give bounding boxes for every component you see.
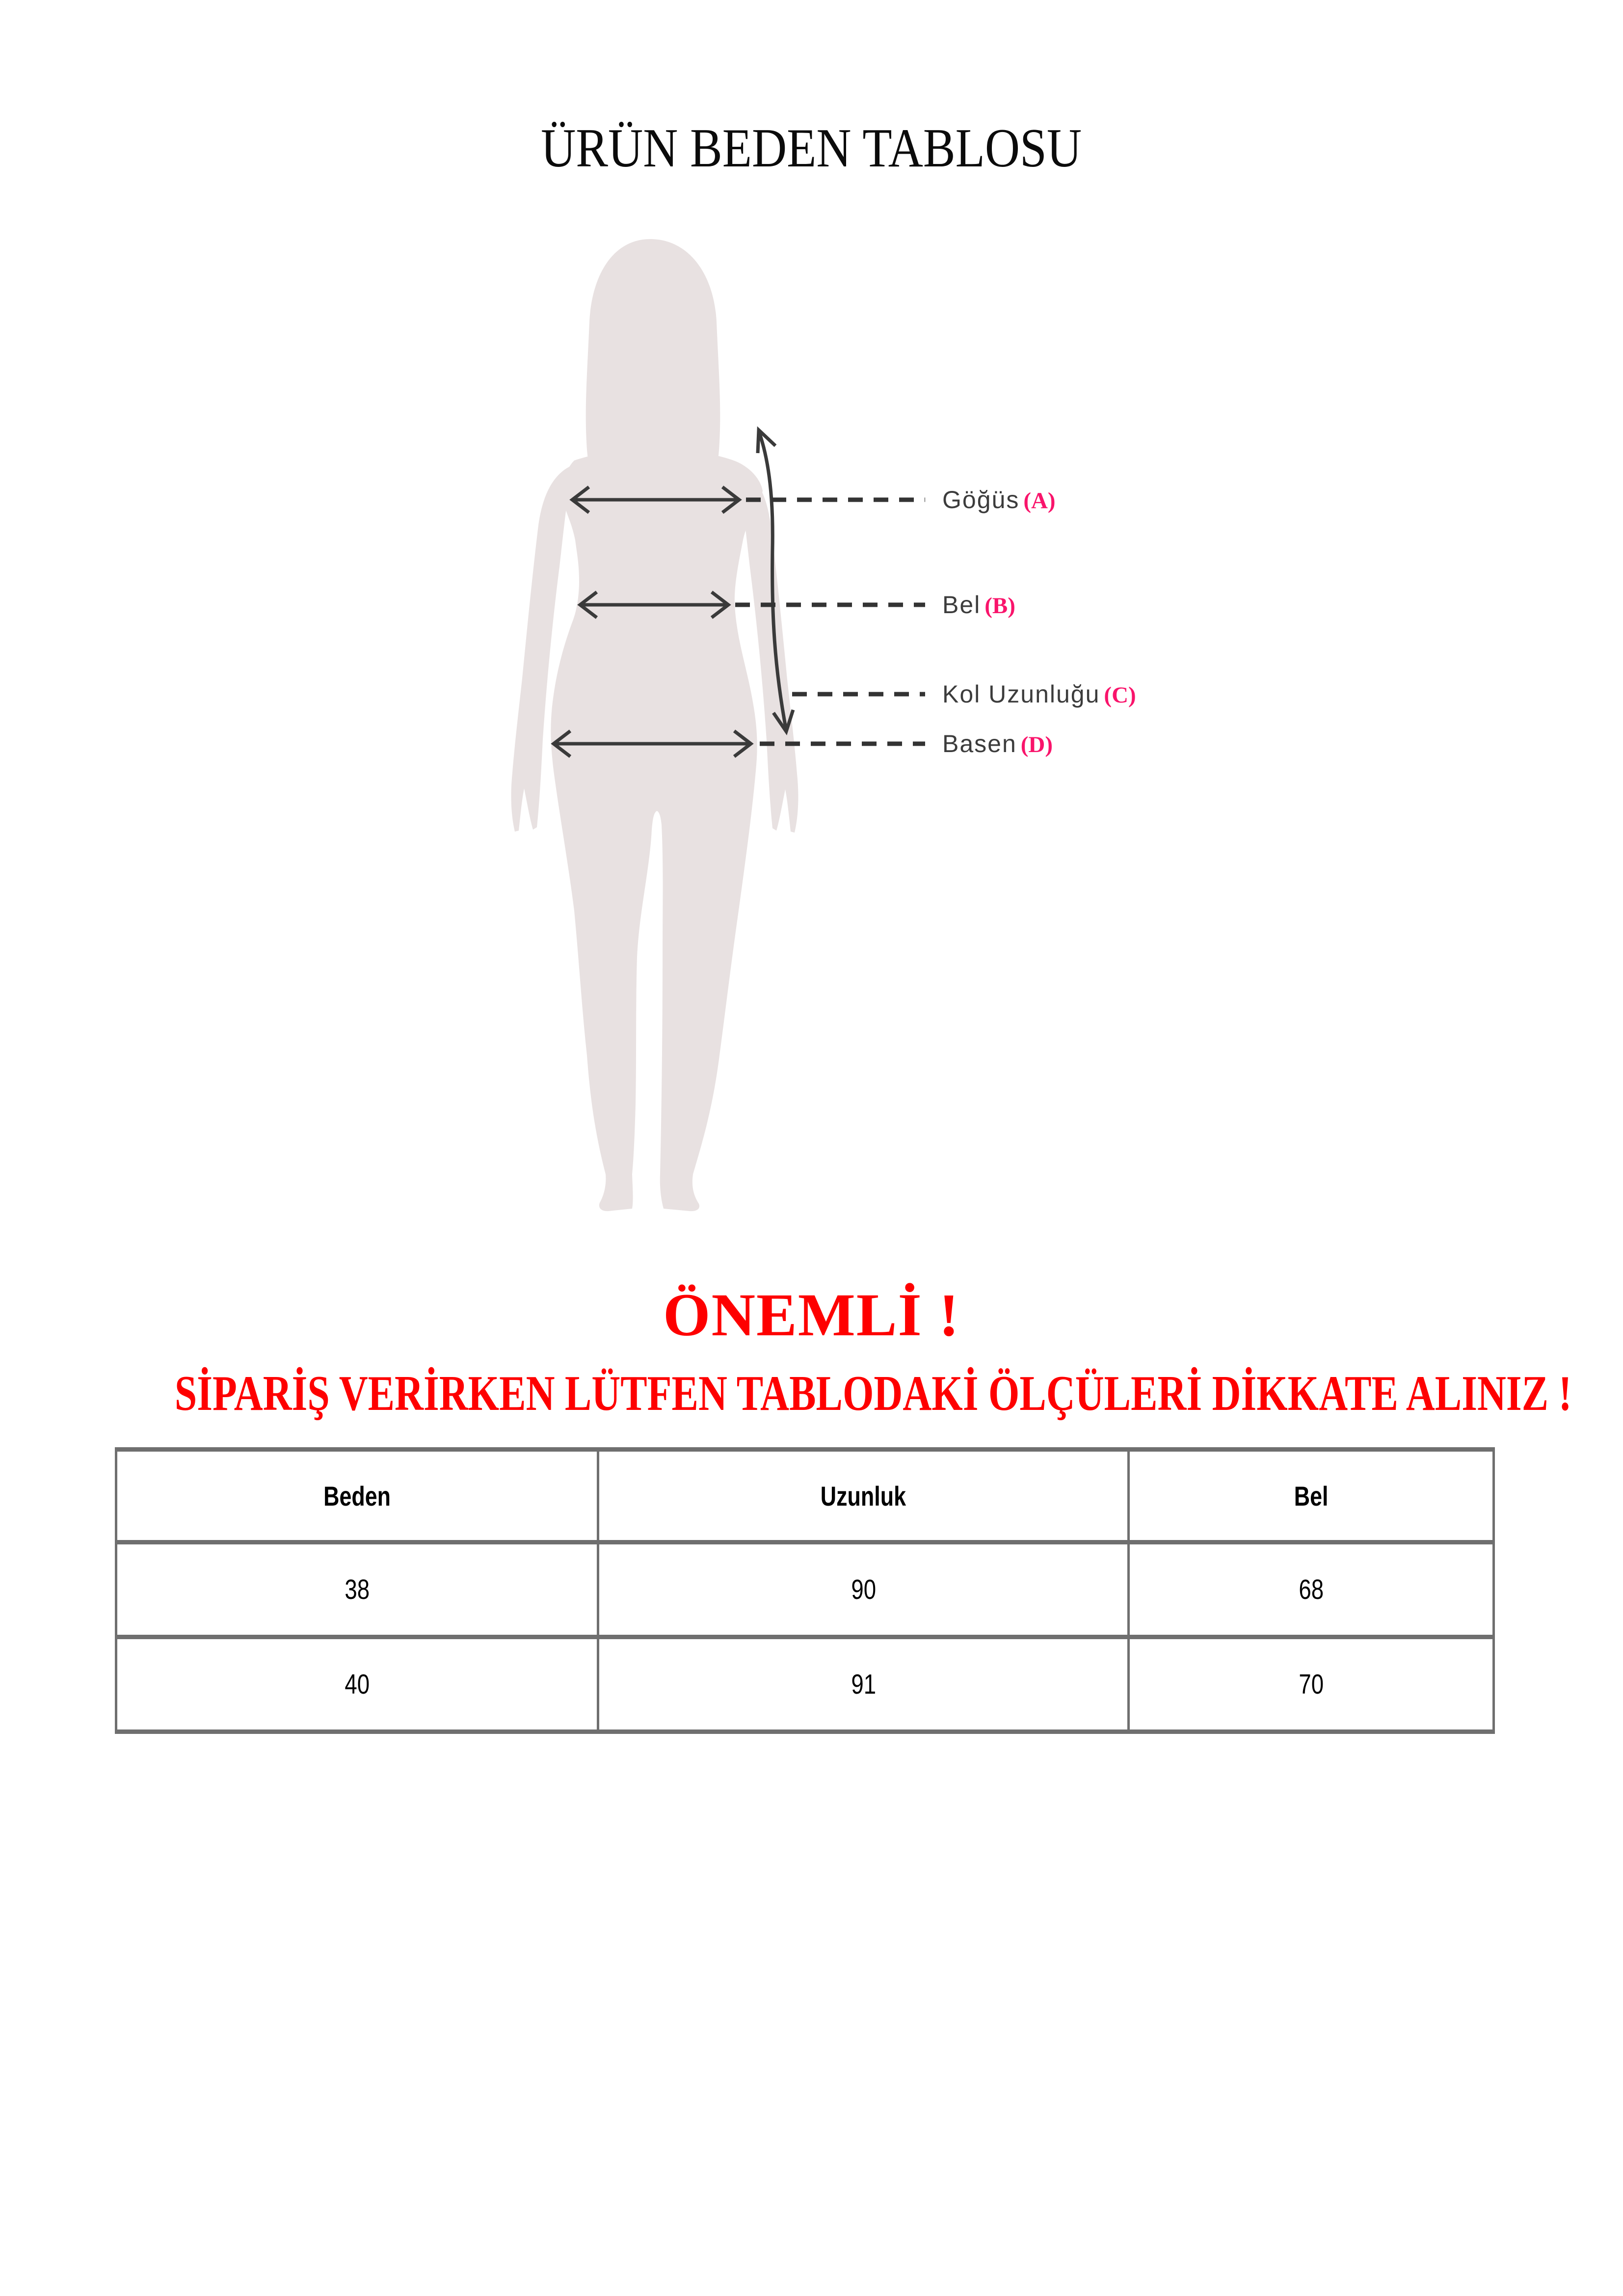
size-table bbox=[115, 1447, 1495, 1734]
label-chest bbox=[942, 484, 1056, 515]
cell-bel-68: 68 bbox=[1129, 1542, 1494, 1637]
table-row bbox=[116, 1542, 1494, 1637]
label-hip bbox=[942, 728, 1053, 759]
cell-beden-40: 40 bbox=[116, 1637, 598, 1732]
cell-uzunluk-91: 91 bbox=[598, 1637, 1129, 1732]
page-title-text: ÜRÜN BEDEN TABLOSU bbox=[541, 118, 1082, 179]
cell-uzunluk-90: 90 bbox=[598, 1542, 1129, 1637]
cell-beden-38: 38 bbox=[116, 1542, 598, 1637]
label-arm-length bbox=[942, 678, 1136, 710]
label-arm-length-text: Kol Uzunluğu bbox=[942, 680, 1100, 708]
label-waist-text: Bel bbox=[942, 591, 981, 619]
label-chest-text: Göğüs bbox=[942, 486, 1020, 513]
label-waist bbox=[942, 589, 1015, 621]
column-header-bel: Bel bbox=[1129, 1450, 1494, 1542]
label-arm-length-marker: (C) bbox=[1104, 682, 1136, 708]
label-chest-marker: (A) bbox=[1023, 488, 1056, 513]
important-heading: ÖNEMLİ ! bbox=[663, 1281, 960, 1349]
size-table-header-row bbox=[116, 1450, 1494, 1542]
cell-bel-70: 70 bbox=[1129, 1637, 1494, 1732]
label-hip-text: Basen bbox=[942, 730, 1017, 757]
silhouette-body bbox=[551, 450, 763, 1211]
column-header-beden: Beden bbox=[116, 1450, 598, 1542]
label-hip-marker: (D) bbox=[1020, 732, 1053, 757]
table-row bbox=[116, 1637, 1494, 1732]
label-waist-marker: (B) bbox=[984, 593, 1015, 619]
order-warning-text: SİPARİŞ VERİRKEN LÜTFEN TABLODAKİ ÖLÇÜLERİ DİKKATE ALINIZ ! bbox=[174, 1366, 1572, 1421]
column-header-uzunluk: Uzunluk bbox=[598, 1450, 1129, 1542]
